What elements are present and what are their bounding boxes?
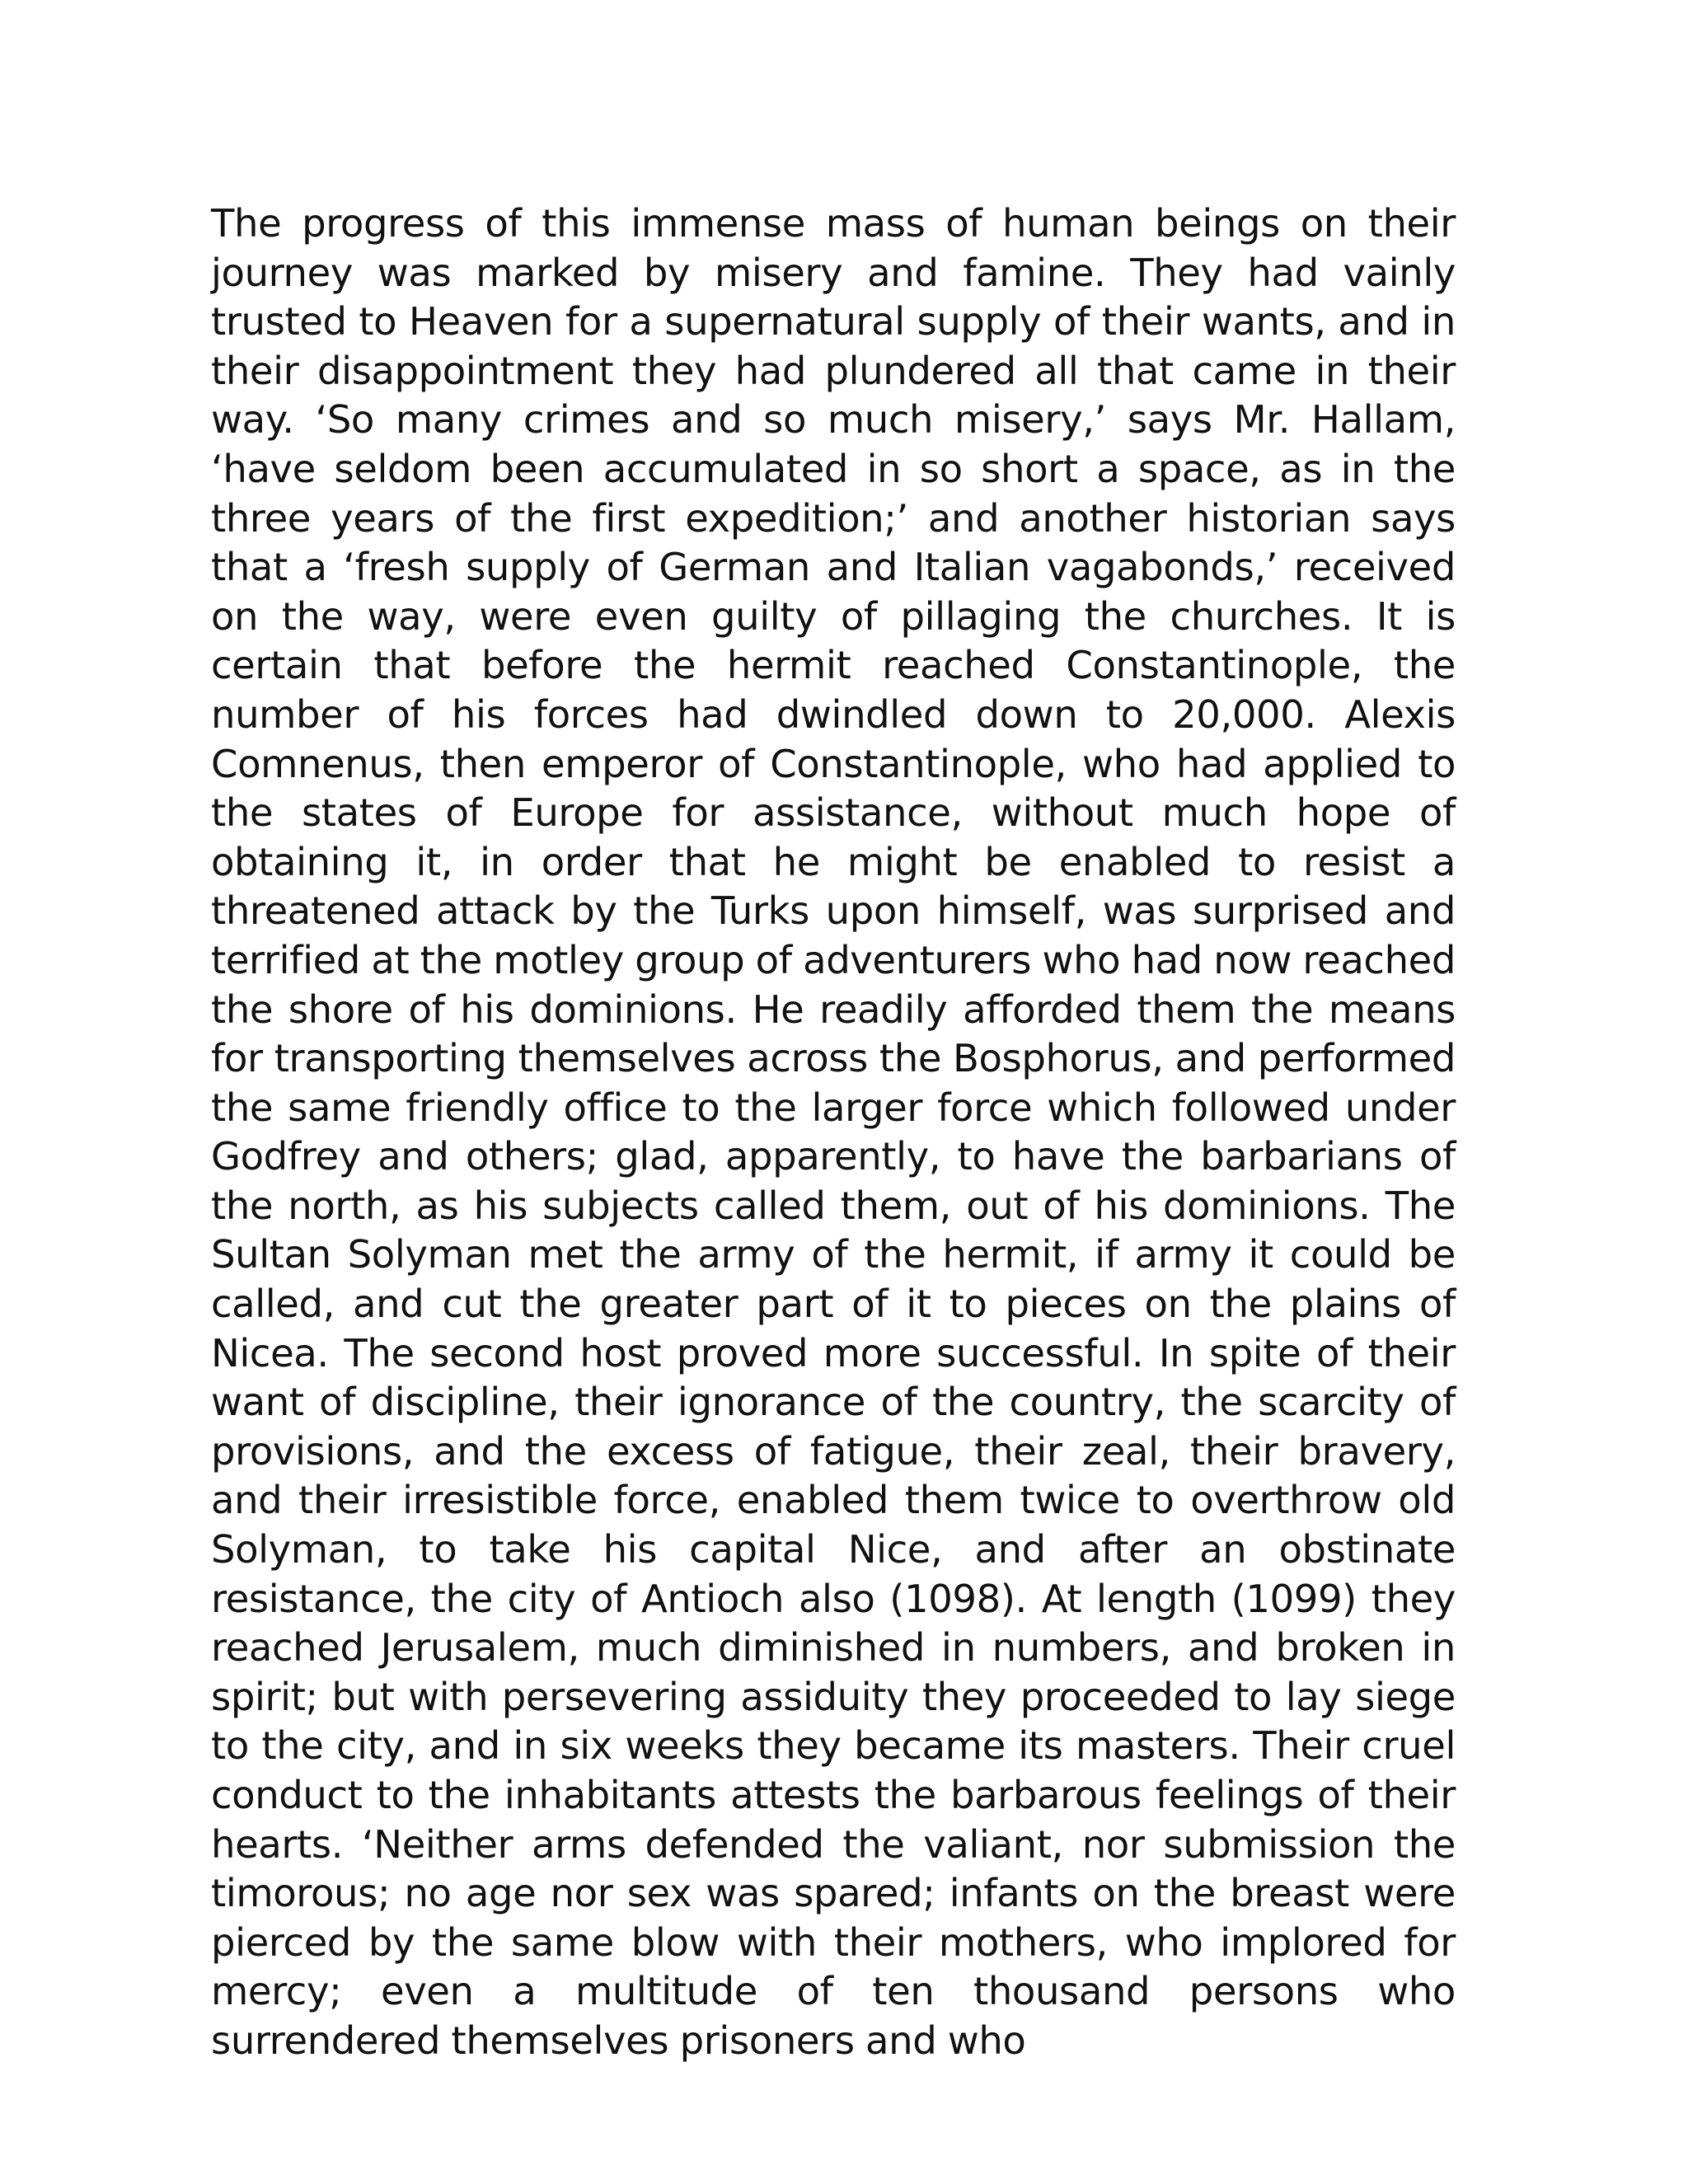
body-paragraph: The progress of this immense mass of human beings on their journey was marked by misery and famine. They had vainly trusted to Heaven for a supernatural supply of their wants, and in their disappointment they had plundered all that came in their way. ‘So many crimes and so much misery,’ says Mr. Hallam, ‘have seldom been accumulated in so short a space, as in the three years of the first expedition;’ and another historian says that a ‘fresh supply of German and Italian vagabonds,’ received on the way, were even guilty of pillaging the churches. It is certain that before the hermit reached Constantinople, the number of his forces had dwindled down to 20,000. Alexis Comnenus, then emperor of Constantinople, who had applied to the states of Europe for assistance, without much hope of obtaining it, in order that he might be enabled to resist a threatened attack by the Turks upon himself, was surprised and terrified at the motley group of adventurers who had now reached the shore of his dominions. He readily afforded them the means for transporting themselves across the Bosphorus, and performed the same friendly office to the larger force which followed under Godfrey and others; glad, apparently, to have the barbarians of the north, as his subjects called them, out of his dominions. The Sultan Solyman met the army of the hermit, if army it could be called, and cut the greater part of it to pieces on the plains of Nicea. The second host proved more successful. In spite of their want of discipline, their ignorance of the country, the scarcity of provisions, and the excess of fatigue, their zeal, their bravery, and their irresistible force, enabled them twice to overthrow old Solyman, to take his capital Nice, and after an obstinate resistance, the city of Antioch also (1098). At length (1099) they reached Jerusalem, much diminished in numbers, and broken in spirit; but with persevering assiduity they proceeded to lay siege to the city, and in six weeks they became its masters. Their cruel conduct to the inhabitants attests the barbarous feelings of their hearts. ‘Neither arms defended the valiant, nor submission the timorous; no age nor sex was spared; infants on the breast were pierced by the same blow with their mothers, who implored for mercy; even a multitude of ten thousand persons who surrendered themselves prisoners and who	[211, 201, 1456, 2063]
